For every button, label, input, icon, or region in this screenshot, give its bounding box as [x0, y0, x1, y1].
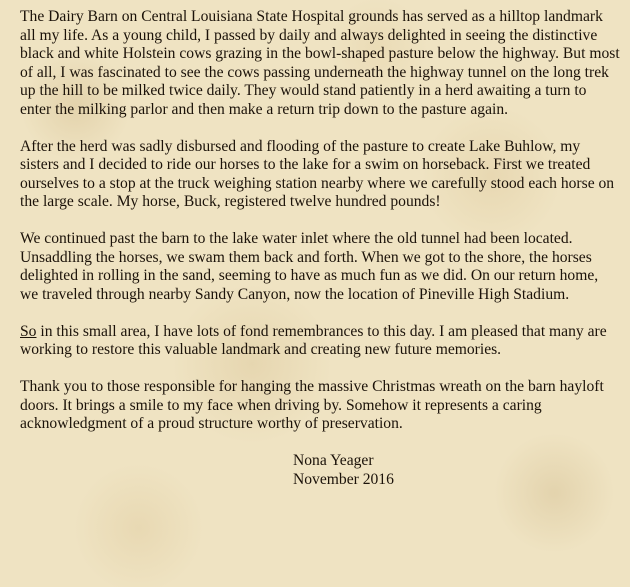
letter-body — [20, 8, 620, 489]
paragraph-2: After the herd was sadly disbursed and flooding of the pasture to create Lake Buhlow, my sisters and I decided to ride our horses to the lake for a swim on horseback. First we treated ourselves to a stop at the truck weighing station nearby where we carefully stood each horse on the large scale. My horse, Buck, registered twelve hundred pounds! — [20, 137, 615, 210]
paragraph-5: Thank you to those responsible for hanging the massive Christmas wreath on the barn hayloft doors. It brings a smile to my face when driving by. Somehow it represents a caring acknowledgment of a proud structure worthy of preservation. — [20, 378, 604, 432]
paragraph-3: We continued past the barn to the lake water inlet where the old tunnel had been located. Unsaddling the horses, we swam them back and forth. When we got to the shore, the horses delighted in rolling in the sand, seeming to have as much fun as we did. On our return home, we traveled through nearby Sandy Canyon, now the location of Pineville High Stadium. — [20, 230, 599, 303]
paragraph-4-underlined-word: So — [20, 322, 37, 340]
paragraph-1: The Dairy Barn on Central Louisiana State Hospital grounds has served as a hilltop landmark all my life. As a young child, I passed by daily and always delighted in seeing the distinctive black and white Holstein cows grazing in the bowl-shaped pasture below the highway. But most of all, I was fascinated to see the cows passing underneath the highway tunnel on the long trek up the hill to be milked twice daily. They would stand patiently in a herd awaiting a turn to enter the milking parlor and then make a return trip down to the pasture again. — [20, 8, 620, 118]
paragraph-4 — [20, 323, 620, 360]
paragraph-4-text: in this small area, I have lots of fond remembrances to this day. I am pleased that many are working to restore this valuable landmark and creating new future memories. — [20, 322, 607, 358]
signature-name: Nona Yeager — [293, 452, 374, 469]
signature-date: November 2016 — [293, 470, 394, 488]
signature-block — [293, 452, 620, 489]
